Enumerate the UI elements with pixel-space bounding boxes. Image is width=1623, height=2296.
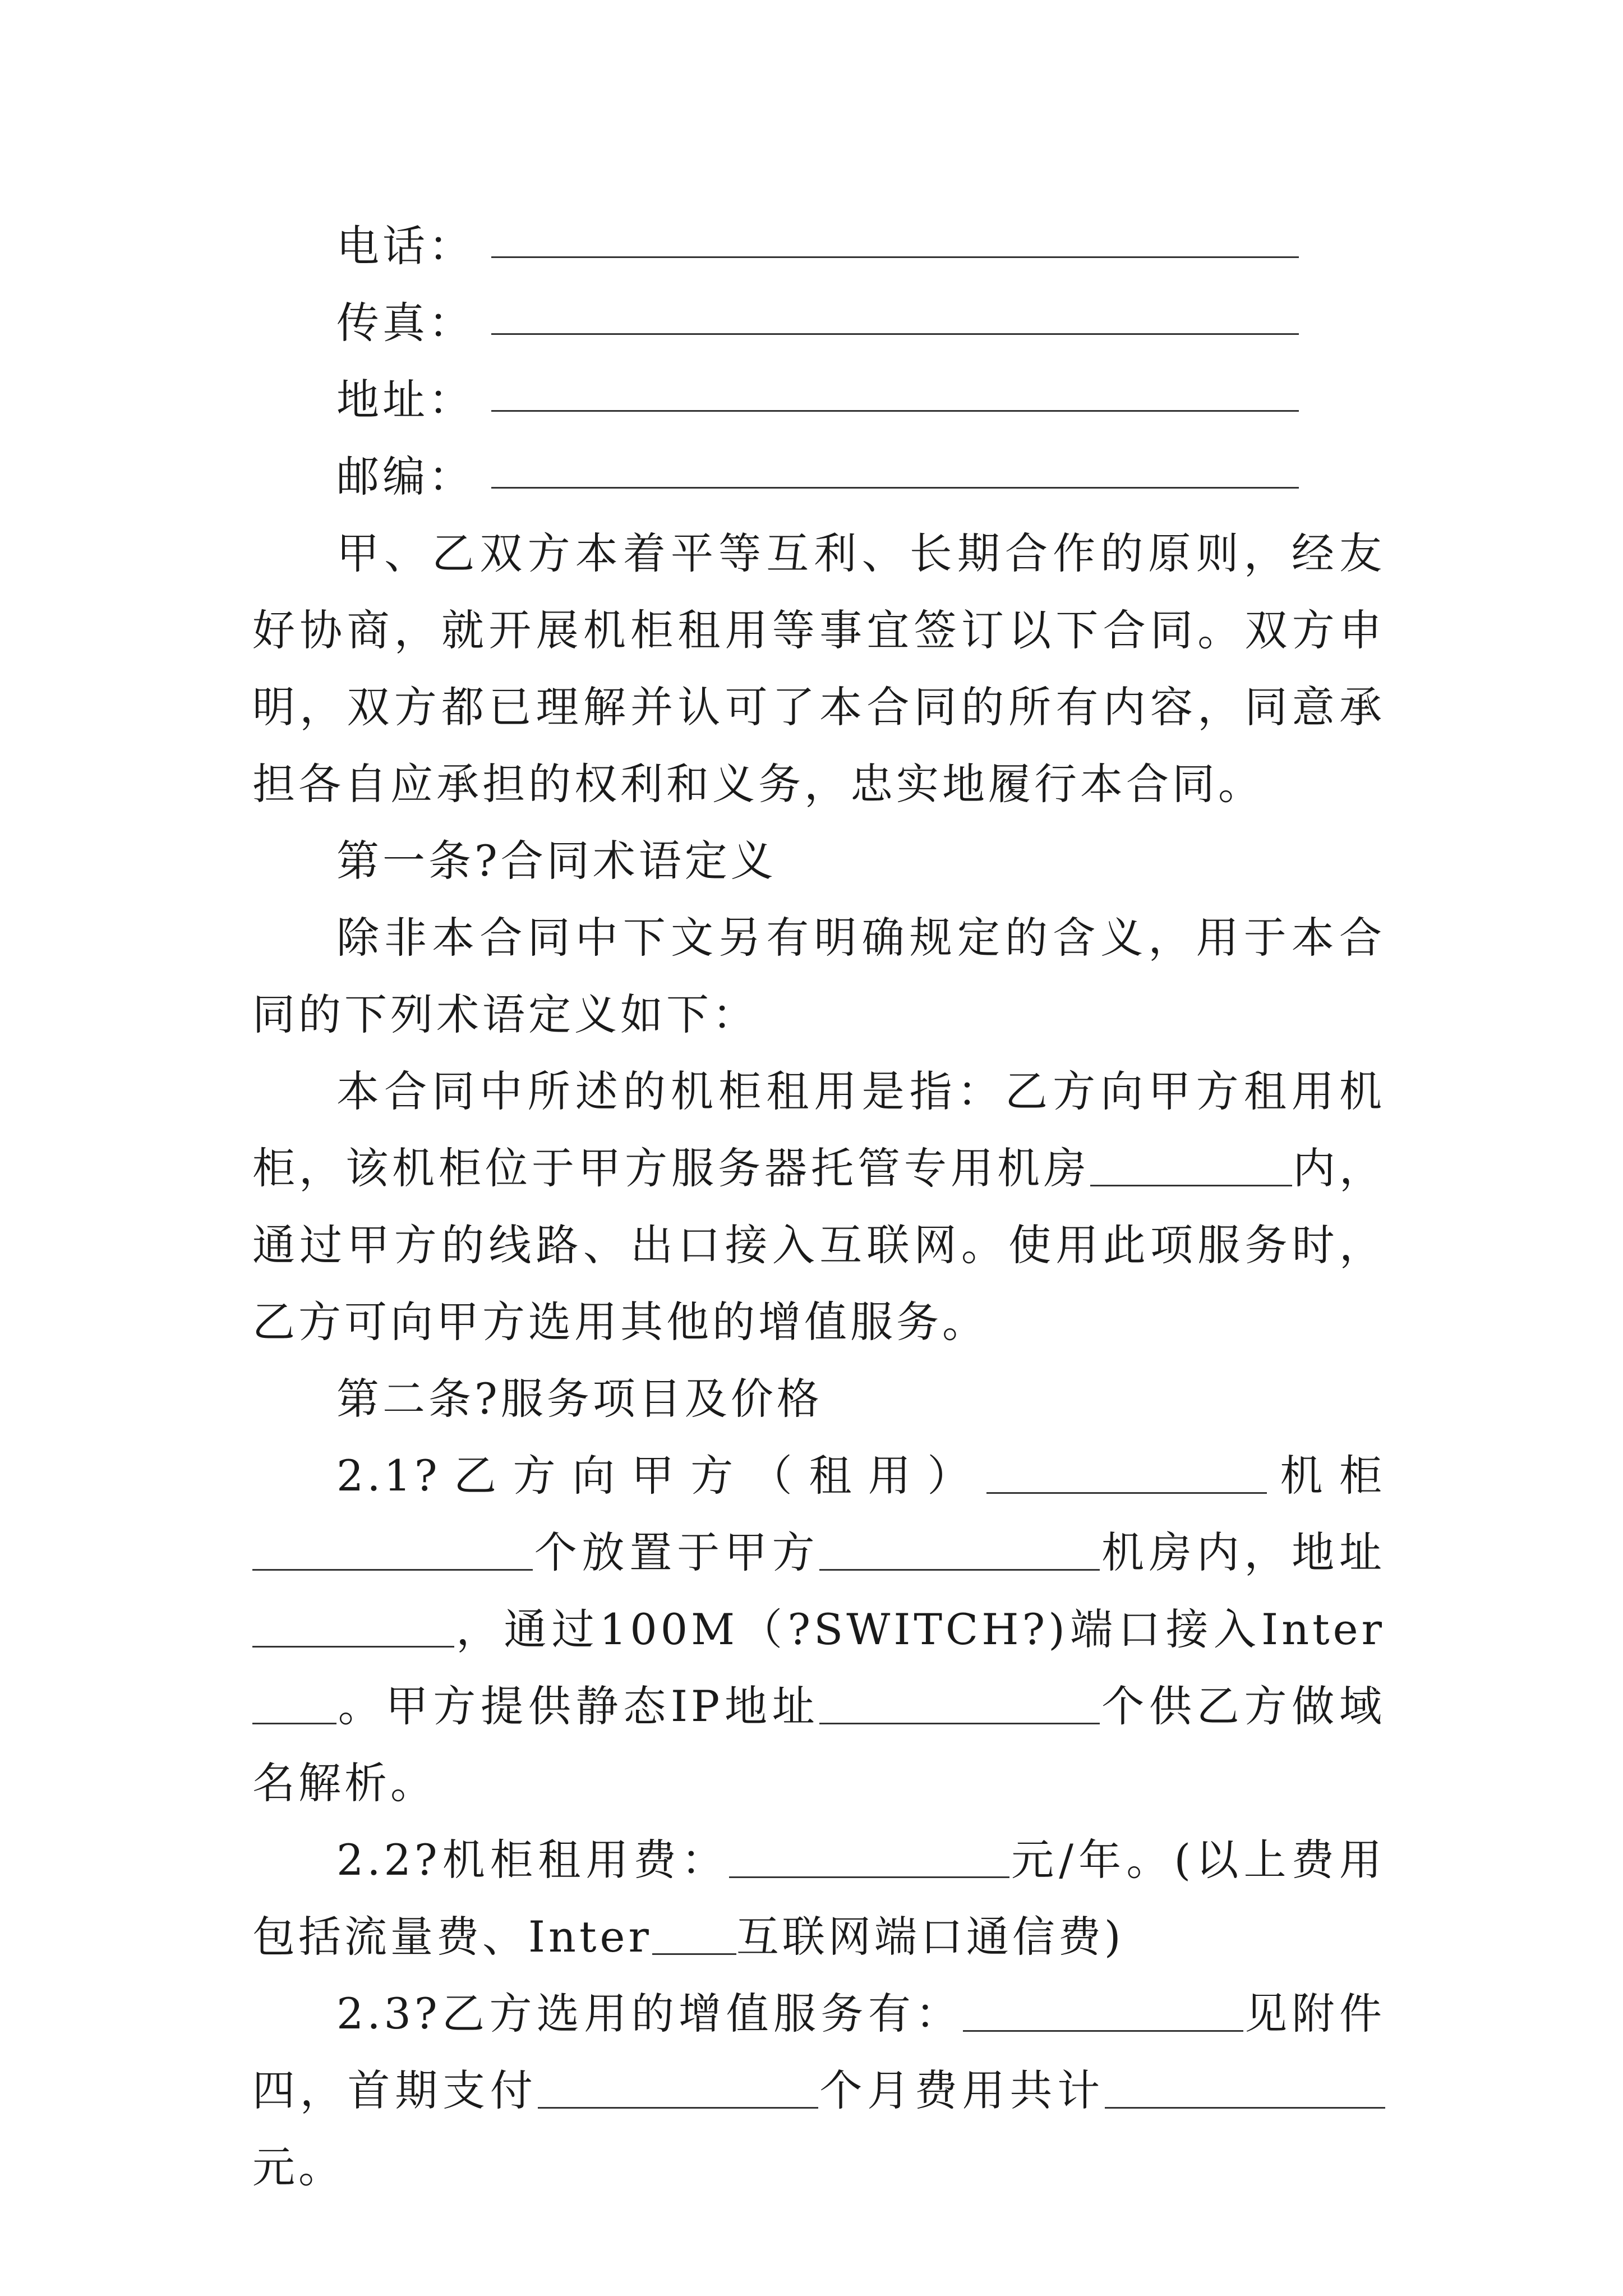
contract-body <box>252 208 1385 2206</box>
inter-blank <box>252 1687 336 1724</box>
postcode-label: 邮编： <box>336 452 474 501</box>
room-name-blank <box>819 1533 1100 1571</box>
clause-2-1-text-f: 。甲方提供静态IP地址 <box>336 1681 820 1731</box>
phone-field <box>252 208 1385 284</box>
phone-blank-line <box>491 256 1299 258</box>
total-amount-blank <box>1105 2071 1385 2109</box>
clause-2-1 <box>252 1437 1385 1821</box>
machine-room-blank <box>1090 1149 1292 1186</box>
clause-2-3-text-a: 2.3?乙方选用的增值服务有： <box>336 1989 963 2039</box>
clause-2-3-text-b: 见附件四，首期支付 <box>252 1989 1385 2115</box>
inter-fee-blank <box>652 1917 736 1955</box>
clause-2-3-text-d: 元。 <box>252 2142 344 2192</box>
article-2-heading: 第二条?服务项目及价格 <box>336 1374 823 1424</box>
address-label: 地址： <box>336 375 474 425</box>
value-added-services-blank <box>963 1994 1243 2032</box>
clause-2-1-text-a: 2.1?乙方向甲方（租用） <box>336 1451 986 1501</box>
definition-text-part1: 本合同中所述的机柜租用是指：乙方向甲方租用机柜，该机柜位于甲方服务器托管专用机房 <box>252 1066 1385 1193</box>
clause-2-1-text-e: ，通过100M（?SWITCH?)端口接入Inter <box>454 1604 1385 1654</box>
article-1-text: 除非本合同中下文另有明确规定的含义，用于本合同的下列术语定义如下： <box>252 913 1385 1039</box>
rent-blank <box>986 1456 1267 1494</box>
postcode-field <box>252 438 1385 515</box>
clause-2-2 <box>252 1821 1385 1975</box>
clause-2-1-text-c: 个放置于甲方 <box>533 1527 820 1577</box>
clause-2-1-text-b: 机柜 <box>1266 1451 1385 1501</box>
room-address-blank <box>252 1610 454 1648</box>
clause-2-1-text-d: 机房内，地址 <box>1100 1527 1386 1577</box>
fax-label: 传真： <box>336 298 474 348</box>
definition-text-part2: 内，通过甲方的线路、出口接入互联网。使用此项服务时，乙方可向甲方选用其他的增值服务。 <box>252 1143 1385 1347</box>
intro-paragraph: 甲、乙双方本着平等互利、长期合作的原则，经友好协商，就开展机柜租用等事宜签订以下合同。双方申明，双方都已理解并认可了本合同的所有内容，同意承担各自应承担的权利和义务，忠实地履行本合同。 <box>252 528 1385 809</box>
address-blank-line <box>491 410 1299 412</box>
clause-2-2-text-c: 互联网端口通信费) <box>736 1912 1124 1962</box>
clause-2-3-text-c: 个月费用共计 <box>818 2065 1105 2115</box>
cabinet-count-blank <box>252 1533 533 1571</box>
postcode-blank-line <box>491 487 1299 489</box>
rent-fee-blank <box>729 1841 1009 1878</box>
address-field <box>252 361 1385 438</box>
article-1-heading: 第一条?合同术语定义 <box>336 836 777 886</box>
clause-2-2-text-b: 元/年。(以上费用包括流量费、Inter <box>252 1835 1385 1962</box>
clause-2-2-text-a: 2.2?机柜租用费： <box>336 1835 729 1885</box>
article-1-definition <box>252 1053 1385 1360</box>
phone-label: 电话： <box>336 221 474 271</box>
clause-2-1-text-g: 个供乙方做域名解析。 <box>252 1681 1385 1808</box>
ip-count-blank <box>819 1687 1100 1724</box>
fax-field <box>252 284 1385 361</box>
months-blank <box>538 2071 818 2109</box>
fax-blank-line <box>491 333 1299 335</box>
clause-2-3 <box>252 1975 1385 2206</box>
